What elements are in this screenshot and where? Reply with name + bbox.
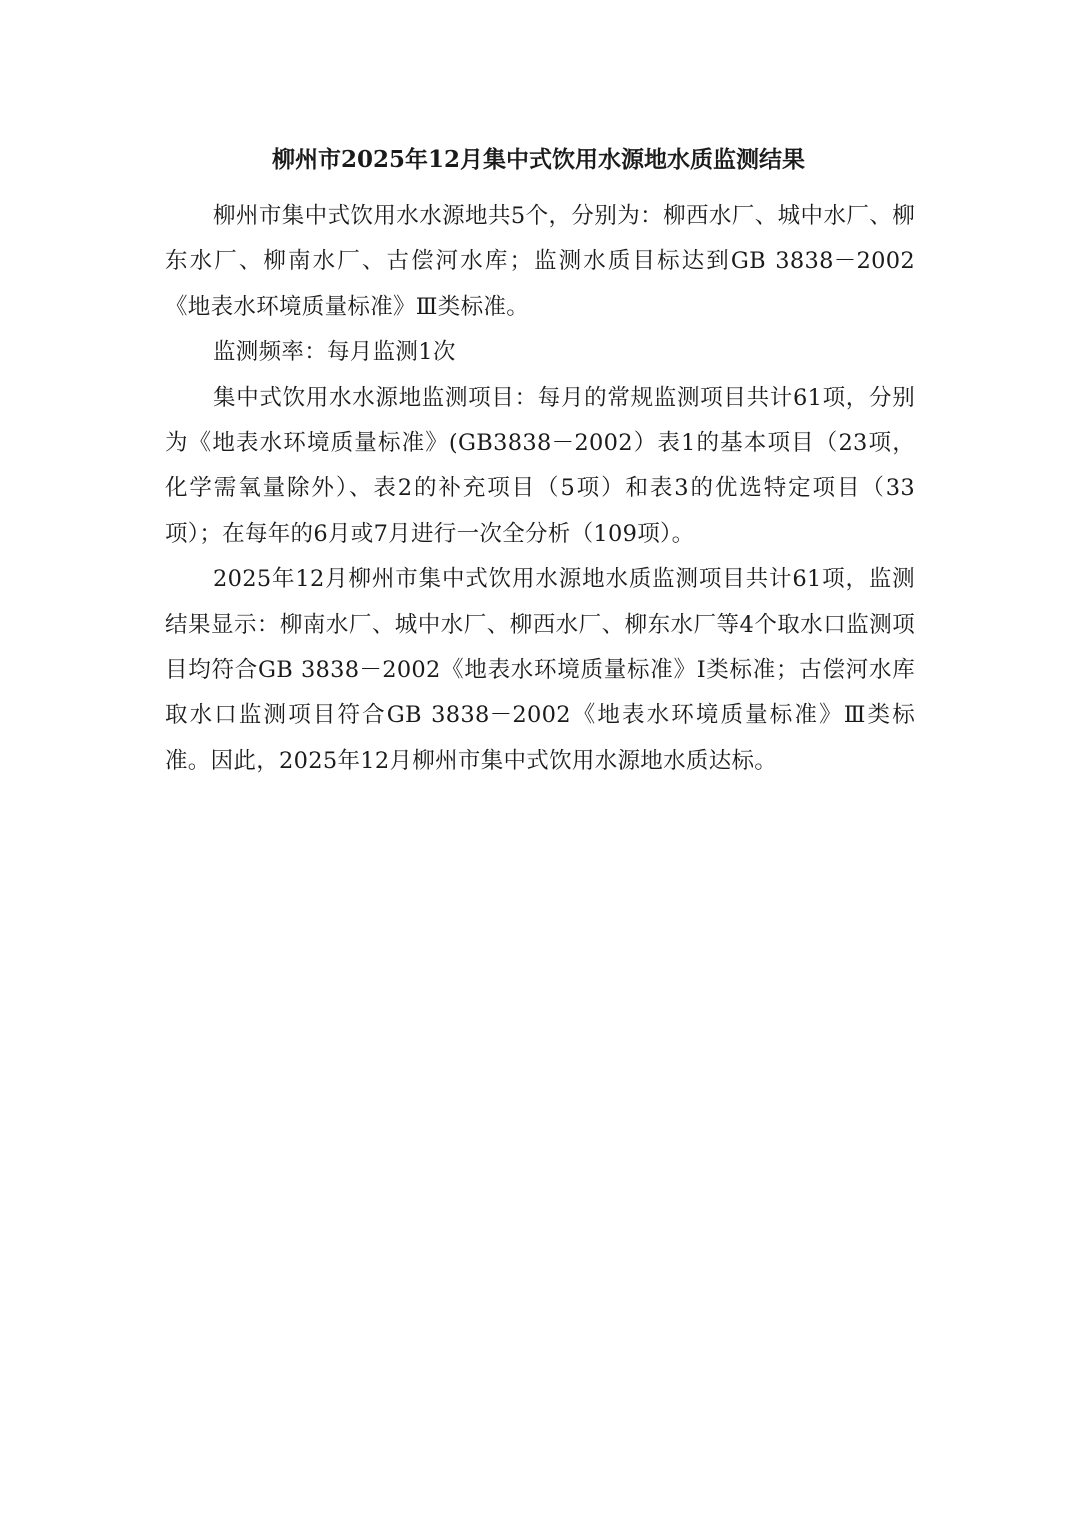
paragraph-water-sources: 柳州市集中式饮用水水源地共5个，分别为：柳西水厂、城中水厂、柳东水厂、柳南水厂、古偿河水库；监测水质目标达到GB 3838－2002《地表水环境质量标准》Ⅲ类标准。 (165, 203, 915, 320)
document-title: 柳州市2025年12月集中式饮用水源地水质监测结果 (271, 146, 806, 173)
document-body (165, 194, 915, 784)
paragraph-monitoring-items: 集中式饮用水水源地监测项目：每月的常规监测项目共计61项，分别为《地表水环境质量标准》(GB3838－2002）表1的基本项目（23项，化学需氧量除外）、表2的补充项目（5项）和表3的优选特定项目（33项）；在每年的6月或7月进行一次全分析（109项）。 (165, 384, 915, 547)
paragraph-monitoring-results: 2025年12月柳州市集中式饮用水源地水质监测项目共计61项，监测结果显示：柳南水厂、城中水厂、柳西水厂、柳东水厂等4个取水口监测项目均符合GB 3838－2002《地表水环境质量标准》Ⅰ类标准；古偿河水库取水口监测项目符合GB 3838－2002《地表水环境质量标准》Ⅲ类标准。因此，2025年12月柳州市集中式饮用水源地水质达标。 (165, 566, 915, 774)
paragraph-monitoring-frequency: 监测频率：每月监测1次 (213, 339, 456, 366)
